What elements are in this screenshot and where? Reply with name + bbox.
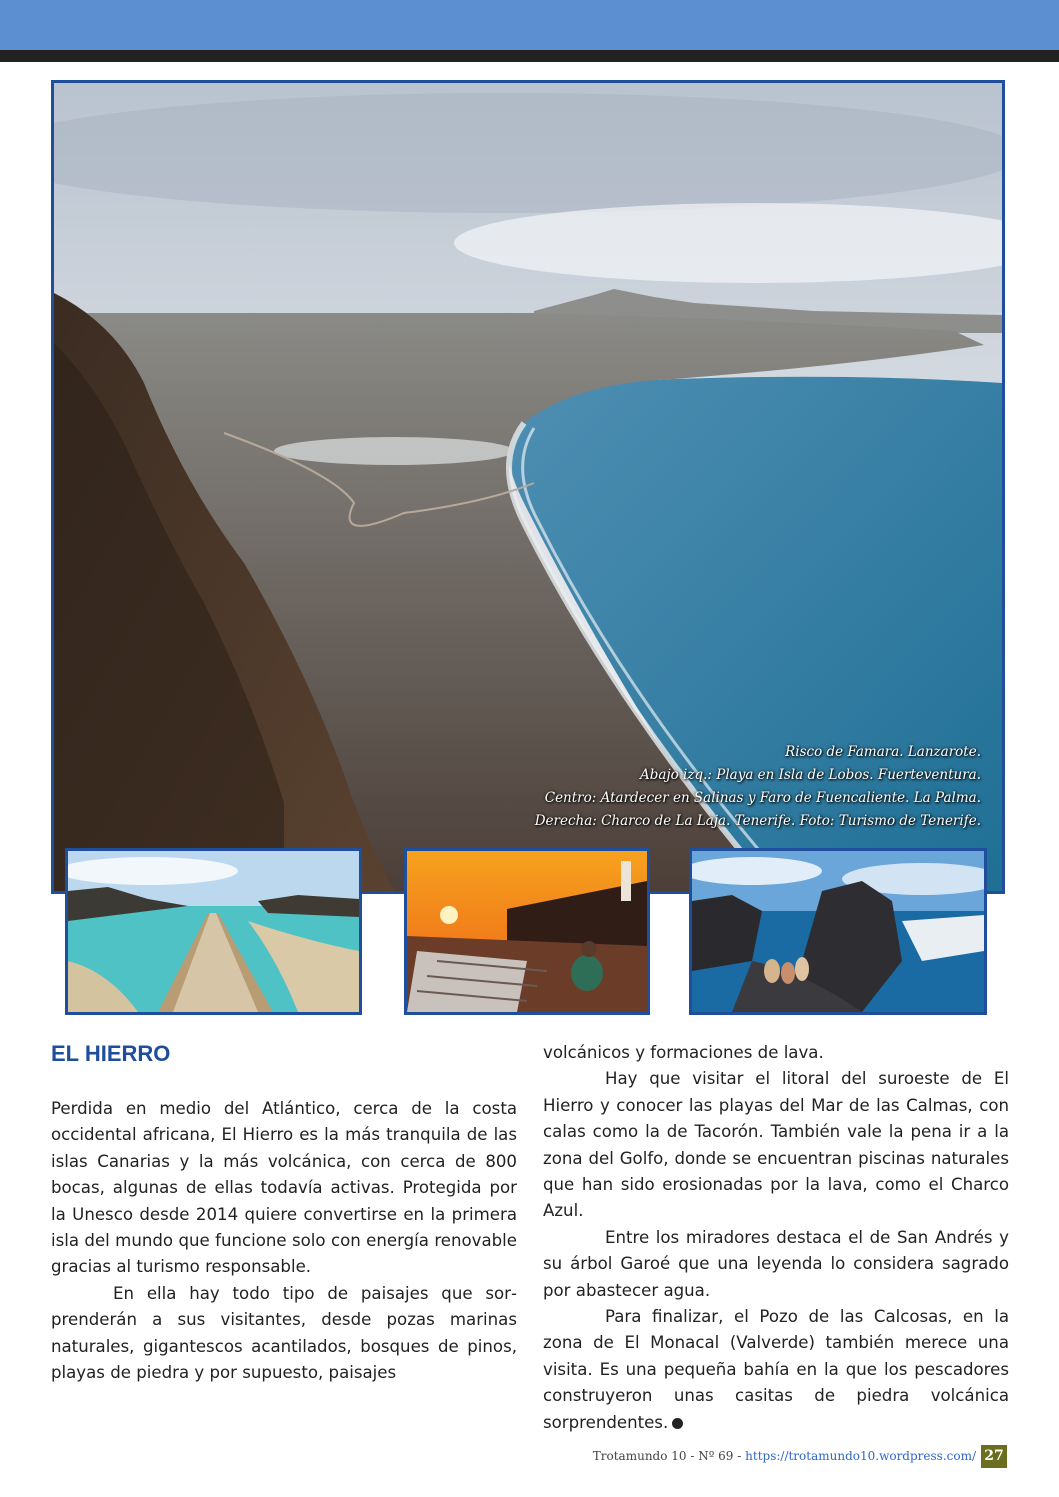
- paragraph: Perdida en medio del Atlántico, cerca de la costa occidental africana, El Hierro es la más tranquila de las islas Canarias y la más volcánica, con cerca de 800 bocas, algunas de ellas todavía activas. Protegida por la Unesco desde 2014 quiere convertirse en la primera isla del mundo que funcione solo con energía renovable gracias al turismo responsable.: [51, 1099, 517, 1277]
- paragraph-final: [543, 1304, 1009, 1436]
- caption-line: Abajo izq.: Playa en Isla de Lobos. Fuerteventura.: [640, 767, 981, 783]
- footer: [593, 1449, 976, 1463]
- photo-charco-de-la-laja: [689, 848, 987, 1015]
- paragraph-text: Para finalizar, el Pozo de las Calcosas, en la zona de El Monacal (Valverde) también merece una visita. Es una pequeña bahía en la que los pescadores construyeron unas casitas de piedra volcánica sorprendentes.: [543, 1307, 1009, 1432]
- paragraph: volcánicos y formaciones de lava.: [543, 1043, 824, 1062]
- header-band: [0, 0, 1059, 50]
- article-column-left: [51, 1096, 517, 1386]
- caption-line: Derecha: Charco de La Laja. Tenerife. Foto: Turismo de Tenerife.: [534, 813, 981, 829]
- paragraph: Entre los miradores destaca el de San Andrés y su árbol Garoé que una leyenda lo considera sagrado por abastecer agua.: [543, 1227, 1009, 1300]
- photo-isla-de-lobos: [65, 848, 362, 1015]
- section-heading: EL HIERRO: [51, 1041, 171, 1066]
- page-number-badge: 27: [981, 1445, 1007, 1468]
- footer-url-link[interactable]: https://trotamundo10.wordpress.com/: [745, 1449, 976, 1463]
- caption-line: Centro: Atardecer en Salinas y Faro de Fuencaliente. La Palma.: [544, 790, 981, 806]
- photo-caption: [421, 741, 981, 833]
- article-column-right: [543, 1040, 1009, 1436]
- photo-salinas-fuencaliente: [404, 848, 650, 1015]
- caption-line: Risco de Famara. Lanzarote.: [785, 744, 981, 760]
- paragraph: Hay que visitar el litoral del suroeste de El Hierro y conocer las playas del Mar de las Calmas, con calas como la de Tacorón. También vale la pena ir a la zona del Golfo, donde se encuentran piscinas naturales que han sido erosionadas por la lava, como el Charco Azul.: [543, 1069, 1009, 1221]
- end-mark-bullet: [672, 1418, 683, 1429]
- header-rule: [0, 50, 1059, 62]
- paragraph: En ella hay todo tipo de paisajes que sorprenderán a sus visitantes, desde pozas marinas naturales, gigantescos acantilados, bosques de pinos, playas de piedra y por supuesto, paisajes: [51, 1283, 517, 1383]
- footer-text: Trotamundo 10 - Nº 69 -: [592, 1449, 746, 1463]
